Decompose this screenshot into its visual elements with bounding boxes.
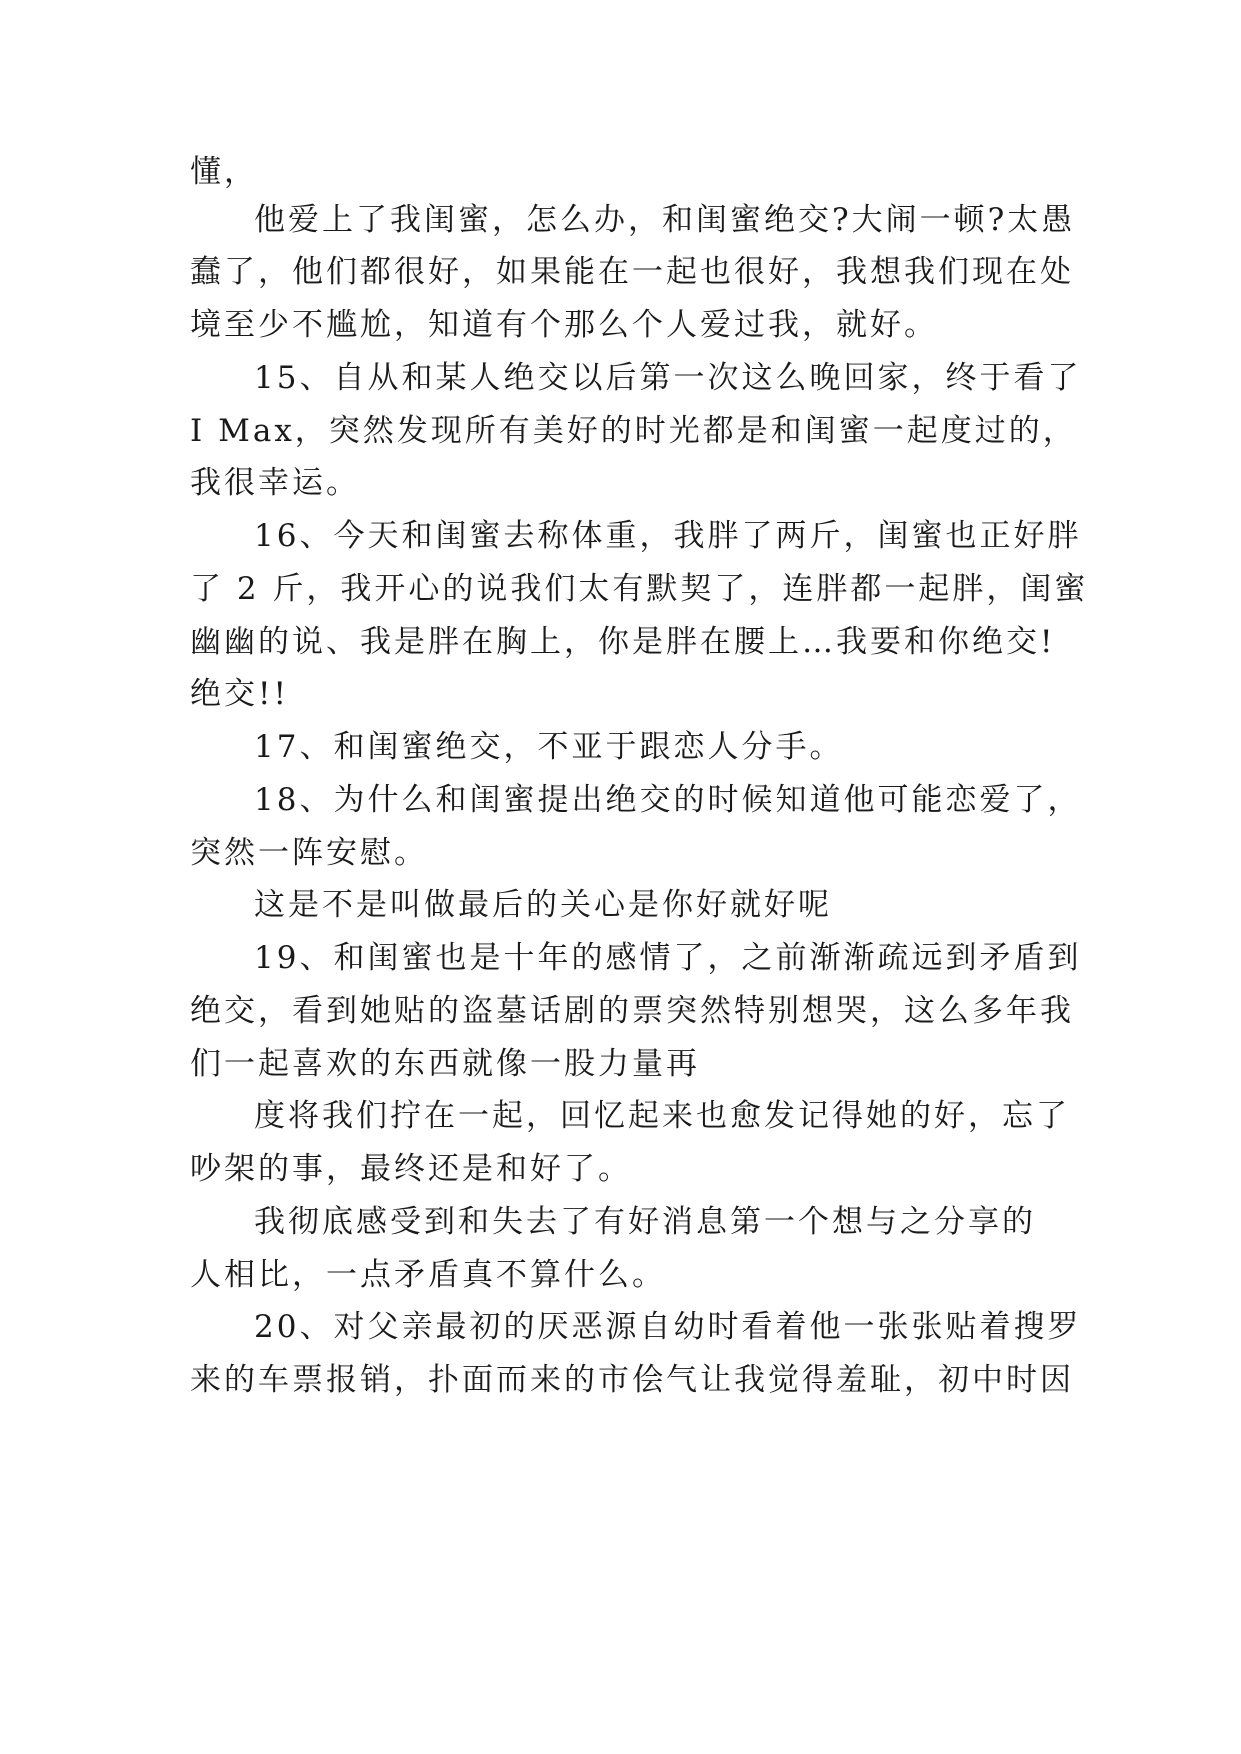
- text-line: I Max，突然发现所有美好的时光都是和闺蜜一起度过的，: [190, 413, 1077, 449]
- text-line: 度将我们拧在一起，回忆起来也愈发记得她的好，忘了: [254, 1098, 1070, 1134]
- text-line: 20、对父亲最初的厌恶源自幼时看着他一张张贴着搜罗: [254, 1309, 1082, 1345]
- text-line: 我彻底感受到和失去了有好消息第一个想与之分享的: [254, 1204, 1036, 1240]
- text-line: 18、为什么和闺蜜提出绝交的时候知道他可能恋爱了，: [254, 782, 1082, 818]
- text-line: 幽幽的说、我是胖在胸上，你是胖在腰上…我要和你绝交!: [190, 624, 1056, 660]
- text-line: 15、自从和某人绝交以后第一次这么晚回家，终于看了: [254, 360, 1082, 396]
- text-line: 们一起喜欢的东西就像一股力量再: [190, 1046, 700, 1082]
- text-line: 19、和闺蜜也是十年的感情了，之前渐渐疏远到矛盾到: [254, 940, 1082, 976]
- text-line: 17、和闺蜜绝交，不亚于跟恋人分手。: [254, 729, 844, 765]
- text-line: 绝交，看到她贴的盗墓话剧的票突然特别想哭，这么多年我: [190, 993, 1074, 1029]
- text-line: 吵架的事，最终还是和好了。: [190, 1151, 632, 1187]
- text-line: 人相比，一点矛盾真不算什么。: [190, 1257, 666, 1293]
- text-line: 16、今天和闺蜜去称体重，我胖了两斤，闺蜜也正好胖: [254, 518, 1082, 554]
- text-line: 懂，: [190, 154, 258, 190]
- text-line: 我很幸运。: [190, 465, 360, 501]
- text-line: 来的车票报销，扑面而来的市侩气让我觉得羞耻，初中时因: [190, 1362, 1074, 1398]
- text-line: 突然一阵安慰。: [190, 835, 428, 871]
- text-line: 他爱上了我闺蜜，怎么办，和闺蜜绝交?大闹一顿?太愚: [254, 202, 1076, 238]
- text-line: 这是不是叫做最后的关心是你好就好呢: [254, 887, 832, 923]
- text-line: 境至少不尴尬，知道有个那么个人爱过我，就好。: [190, 307, 938, 343]
- text-line: 蠢了，他们都很好，如果能在一起也很好，我想我们现在处: [190, 254, 1074, 290]
- text-line: 了 2 斤，我开心的说我们太有默契了，连胖都一起胖，闺蜜: [190, 571, 1089, 607]
- text-line: 绝交!!: [190, 676, 289, 712]
